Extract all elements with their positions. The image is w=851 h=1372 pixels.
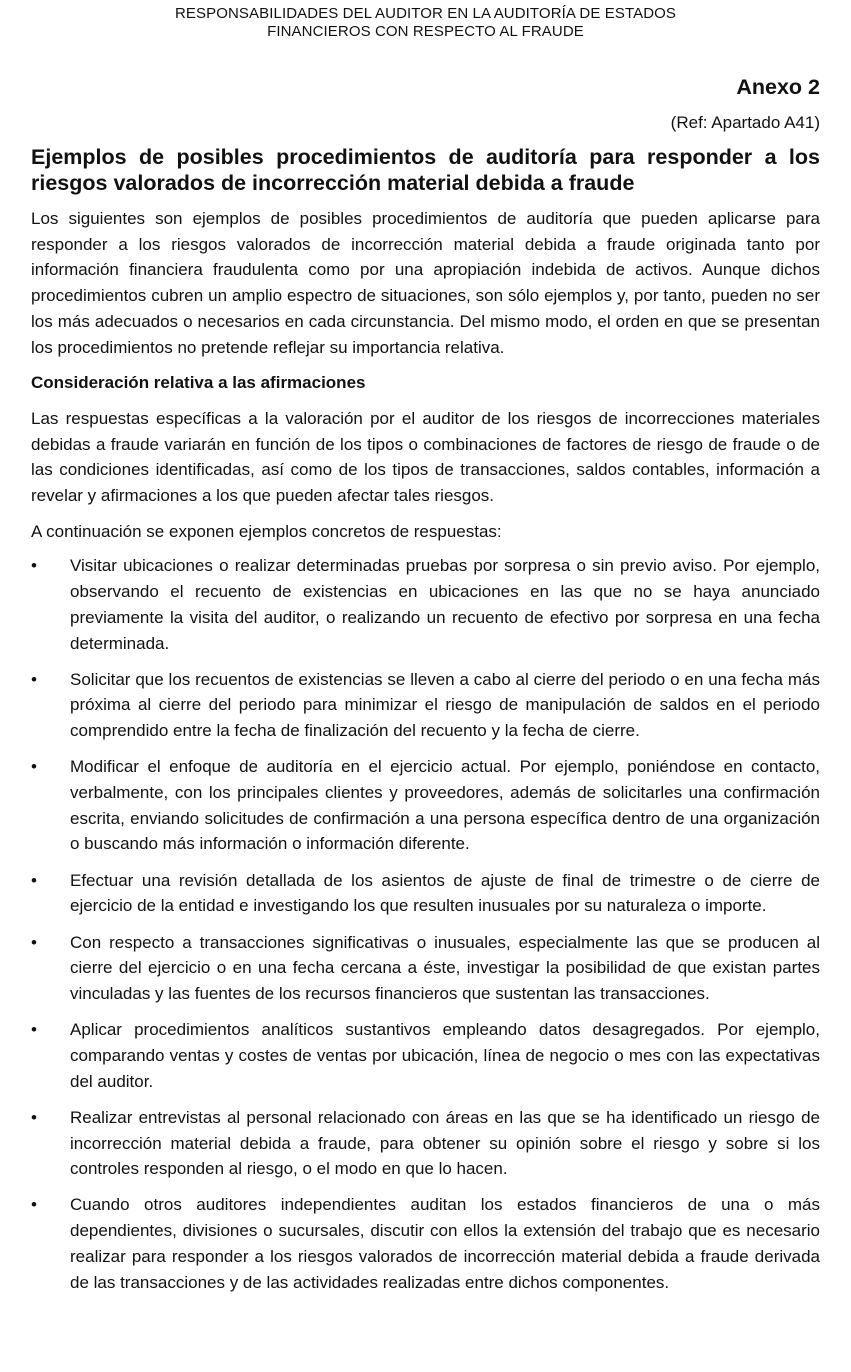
list-item-text: Efectuar una revisión detallada de los asientos de ajuste de final de trimestre o de cierre de ejercicio de la entidad e investigando los que resulten inusuales por su naturaleza o importe.: [70, 870, 820, 916]
lead-in-paragraph: A continuación se exponen ejemplos concretos de respuestas:: [31, 521, 502, 541]
running-header: [31, 0, 820, 41]
list-item-text: Solicitar que los recuentos de existencias se lleven a cabo al cierre del periodo o en una fecha más próxima al cierre del periodo para minimizar el riesgo de manipulación de saldos en el periodo comprendido entre la fecha de finalización del recuento y la fecha de cierre.: [70, 669, 820, 741]
list-item-text: Modificar el enfoque de auditoría en el ejercicio actual. Por ejemplo, poniéndose en contacto, verbalmente, con los principales clientes y proveedores, además de solicitarles una confirmación escrita, enviando solicitudes de confirmación a una persona específica dentro de una organización o buscando más información o información diferente.: [70, 757, 820, 854]
list-item-text: Realizar entrevistas al personal relacionado con áreas en las que se ha identificado un riesgo de incorrección material debida a fraude, para obtener su opinión sobre el riesgo y sobre si los controles responden al riesgo, o el modo en que lo hacen.: [70, 1107, 820, 1179]
list-item: [31, 1017, 820, 1094]
list-item: [31, 553, 820, 656]
annex-reference: (Ref: Apartado A41): [670, 113, 820, 132]
running-header-line-2: FINANCIEROS CON RESPECTO AL FRAUDE: [267, 23, 584, 40]
bullet-icon: •: [31, 669, 37, 689]
list-item: [31, 930, 820, 1007]
response-examples-list: [31, 553, 820, 1295]
list-item-text: Aplicar procedimientos analíticos sustantivos empleando datos desagregados. Por ejemplo, comparando ventas y costes de ventas por ubicación, línea de negocio o mes con las expectativas del auditor.: [70, 1020, 820, 1091]
bullet-icon: •: [31, 556, 37, 576]
running-header-line-1: RESPONSABILIDADES DEL AUDITOR EN LA AUDITORÍA DE ESTADOS: [174, 5, 677, 22]
bullet-icon: •: [31, 932, 37, 952]
list-item: [31, 1192, 820, 1295]
list-item-text: Cuando otros auditores independientes auditan los estados financieros de una o más dependientes, divisiones o sucursales, discutir con ellos la extensión del trabajo que es necesario realizar para responder a los riesgos valorados de incorrección material debida a fraude derivada de las transacciones y de las actividades realizadas entre dichos componentes.: [70, 1195, 820, 1292]
document-title: Ejemplos de posibles procedimientos de auditoría para responder a los riesgos valorados de incorrección material debida a fraude: [31, 145, 820, 195]
section-heading: Consideración relativa a las afirmaciones: [31, 373, 366, 393]
intro-paragraph: Los siguientes son ejemplos de posibles procedimientos de auditoría que pueden aplicarse para responder a los riesgos valorados de incorrección material debida a fraude originada tanto por información financiera fraudulenta como por una apropiación indebida de activos. Aunque dichos procedimientos cubren un amplio espectro de situaciones, son sólo ejemplos y, por tanto, pueden no ser los más adecuados o necesarios en cada circunstancia. Del mismo modo, el orden en que se presentan los procedimientos no pretende reflejar su importancia relativa.: [31, 209, 820, 357]
bullet-icon: •: [31, 757, 37, 777]
list-item: [31, 1105, 820, 1182]
list-item: [31, 868, 820, 919]
list-item-text: Visitar ubicaciones o realizar determinadas pruebas por sorpresa o sin previo aviso. Por ejemplo, observando el recuento de existencias en ubicaciones en las que no se haya anunciado previamente la visita del auditor, o realizando un recuento de efectivo por sorpresa en una fecha determinada.: [70, 556, 820, 653]
annex-title: Anexo 2: [736, 75, 820, 99]
bullet-icon: •: [31, 1195, 37, 1215]
bullet-icon: •: [31, 870, 37, 890]
bullet-icon: •: [31, 1020, 37, 1040]
bullet-icon: •: [31, 1107, 37, 1127]
list-item-text: Con respecto a transacciones significativas o inusuales, especialmente las que se producen al cierre del ejercicio o en una fecha cercana a éste, investigar la posibilidad de que existan partes vinculadas y las fuentes de los recursos financieros que sustentan las transacciones.: [70, 932, 820, 1003]
list-item: [31, 754, 820, 857]
section-paragraph: Las respuestas específicas a la valoración por el auditor de los riesgos de incorrecciones materiales debidas a fraude variarán en función de los tipos o combinaciones de factores de riesgo de fraude o de las condiciones identificadas, así como de los tipos de transacciones, saldos contables, información a revelar y afirmaciones a los que pueden afectar tales riesgos.: [31, 408, 820, 506]
list-item: [31, 667, 820, 744]
